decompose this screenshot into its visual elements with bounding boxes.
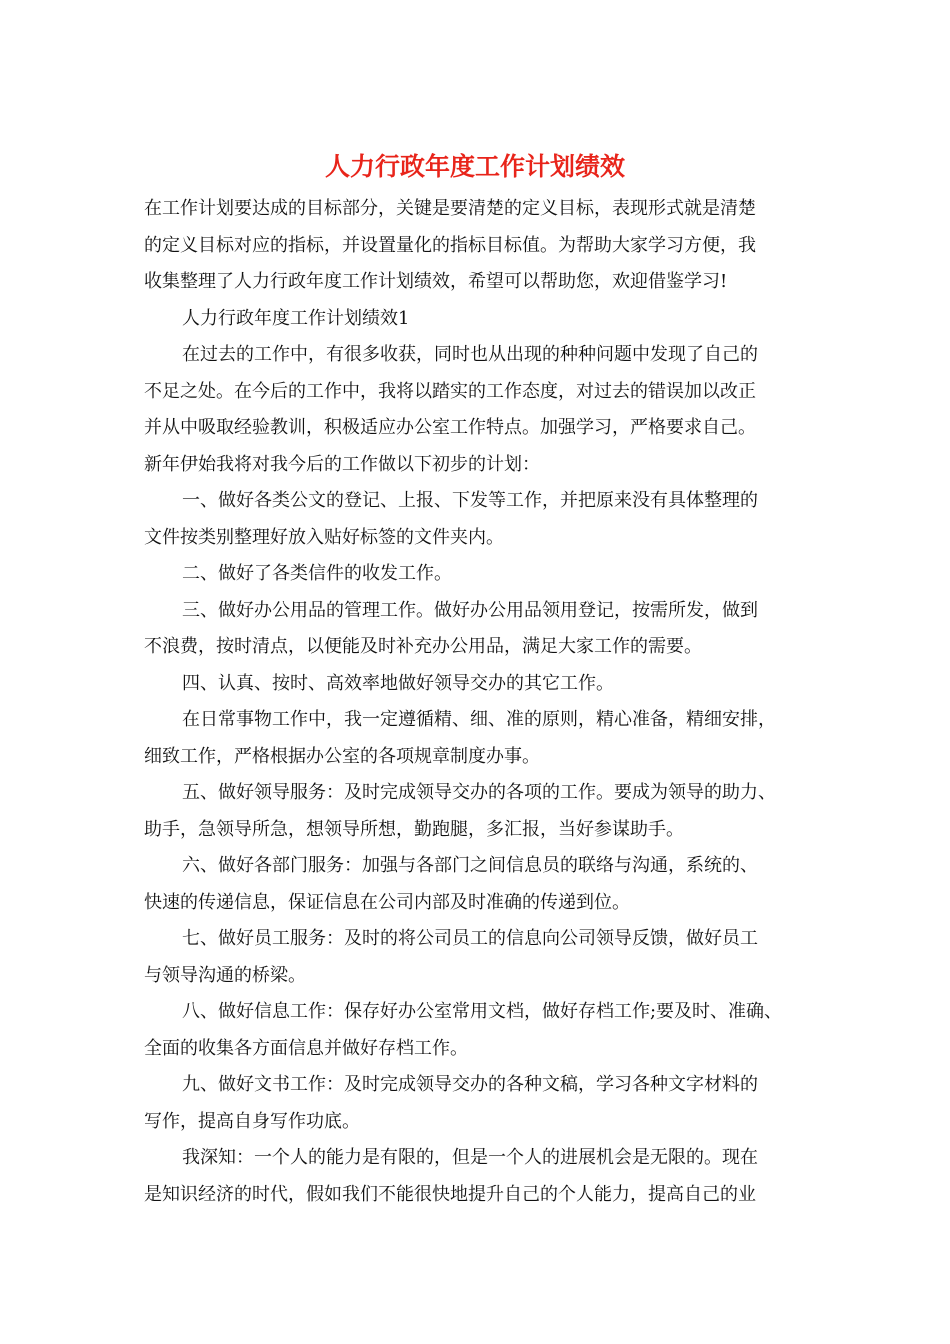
text-line: 是知识经济的时代，假如我们不能很快地提升自己的个人能力，提高自己的业	[144, 1183, 756, 1205]
text-line: 全面的收集各方面信息并做好存档工作。	[144, 1037, 468, 1059]
text-line: 六、做好各部门服务：加强与各部门之间信息员的联络与沟通，系统的、	[182, 855, 758, 876]
text-line: 三、做好办公用品的管理工作。做好办公用品领用登记，按需所发，做到	[182, 599, 758, 621]
text-line: 八、做好信息工作：保存好办公室常用文档，做好存档工作;要及时、准确、	[182, 1001, 783, 1022]
text-line: 九、做好文书工作：及时完成领导交办的各种文稿，学习各种文字材料的	[182, 1074, 758, 1095]
text-line: 在工作计划要达成的目标部分，关键是要清楚的定义目标，表现形式就是清楚	[144, 198, 756, 219]
document-title: 人力行政年度工作计划绩效	[324, 152, 625, 181]
text-line: 一、做好各类公文的登记、上报、下发等工作，并把原来没有具体整理的	[182, 490, 758, 511]
text-line: 不浪费，按时清点，以便能及时补充办公用品，满足大家工作的需要。	[144, 636, 702, 657]
text-line: 收集整理了人力行政年度工作计划绩效，希望可以帮助您，欢迎借鉴学习!	[144, 271, 728, 292]
text-line: 不足之处。在今后的工作中，我将以踏实的工作态度，对过去的错误加以改正	[144, 380, 756, 402]
text-line: 快速的传递信息，保证信息在公司内部及时准确的传递到位。	[144, 891, 630, 913]
text-line: 我深知：一个人的能力是有限的，但是一个人的进展机会是无限的。现在	[182, 1147, 758, 1168]
text-line: 在日常事物工作中，我一定遵循精、细、准的原则，精心准备，精细安排，	[182, 709, 776, 730]
text-line: 细致工作，严格根据办公室的各项规章制度办事。	[144, 745, 540, 767]
text-line: 七、做好员工服务：及时的将公司员工的信息向公司领导反馈，做好员工	[182, 928, 758, 949]
text-line: 并从中吸取经验教训，积极适应办公室工作特点。加强学习，严格要求自己。	[144, 417, 756, 438]
text-line: 与领导沟通的桥梁。	[144, 964, 306, 986]
text-line: 写作，提高自身写作功底。	[144, 1110, 360, 1132]
text-line: 二、做好了各类信件的收发工作。	[182, 563, 452, 584]
text-line: 在过去的工作中，有很多收获，同时也从出现的种种问题中发现了自己的	[182, 344, 758, 365]
document-body	[144, 191, 812, 1213]
text-line: 人力行政年度工作计划绩效1	[182, 307, 410, 329]
text-line: 四、认真、按时、高效率地做好领导交办的其它工作。	[182, 672, 614, 694]
text-line: 文件按类别整理好放入贴好标签的文件夹内。	[144, 526, 504, 548]
text-line: 的定义目标对应的指标，并设置量化的指标目标值。为帮助大家学习方便，我	[144, 234, 756, 256]
text-line: 五、做好领导服务：及时完成领导交办的各项的工作。要成为领导的助力、	[182, 782, 776, 803]
text-line: 助手，急领导所急，想领导所想，勤跑腿，多汇报，当好参谋助手。	[144, 818, 684, 840]
text-line: 新年伊始我将对我今后的工作做以下初步的计划：	[144, 453, 540, 475]
